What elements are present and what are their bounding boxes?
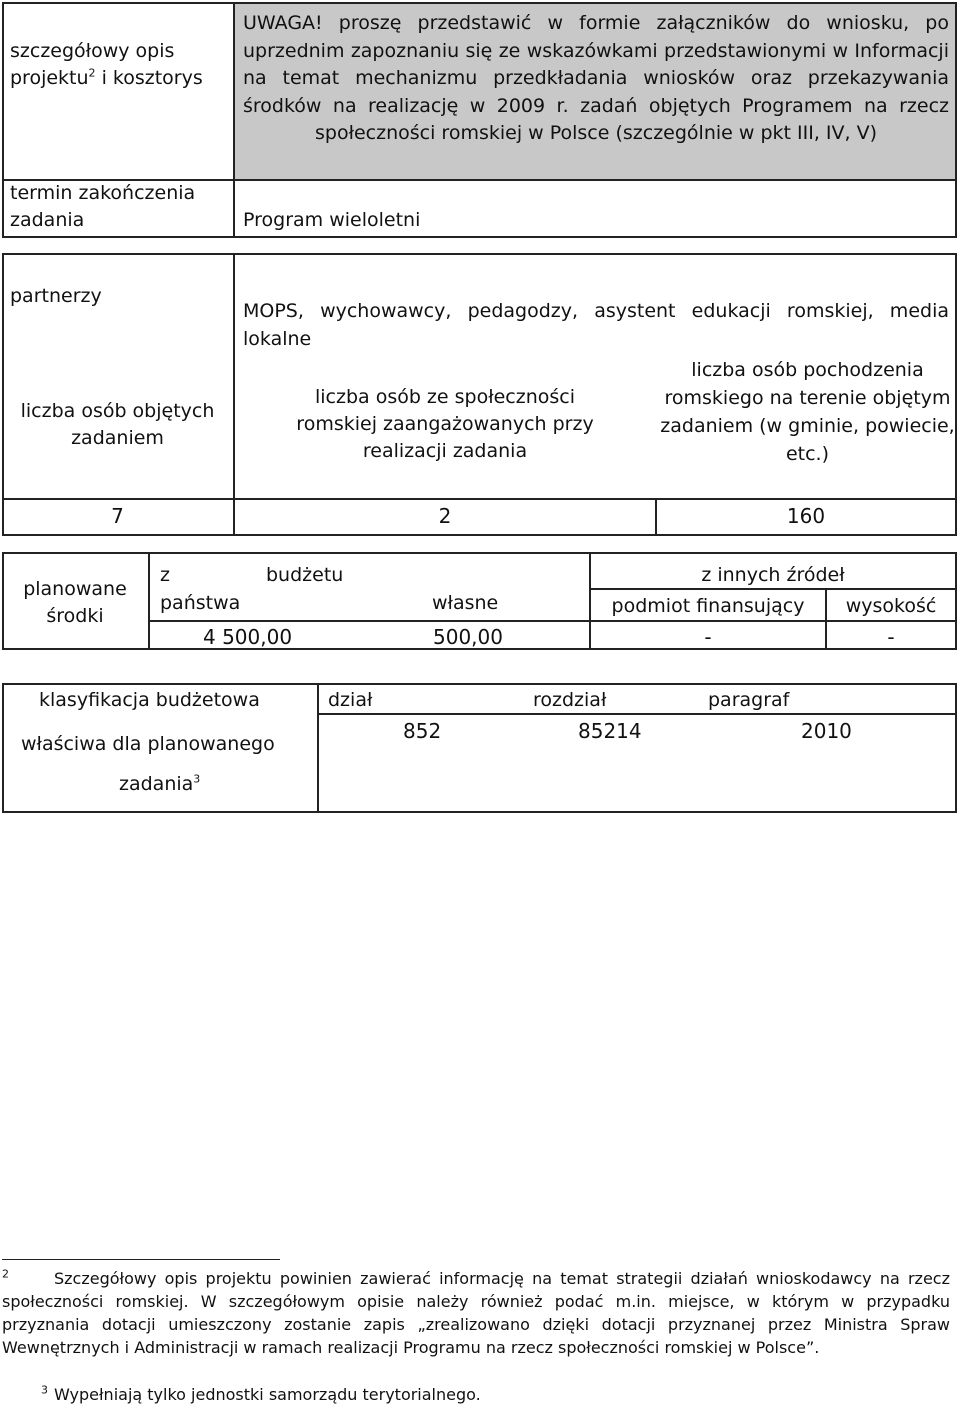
termin-value: Program wieloletni xyxy=(243,209,421,231)
value-liczba-objetych: 7 xyxy=(111,504,124,528)
value-wysokosc: - xyxy=(887,625,895,649)
label-panstwa: państwa xyxy=(160,592,241,614)
partnerzy-value: MOPS, wychowawcy, pedagodzy, asystent edukacji romskiej, media lokalne xyxy=(243,300,949,350)
header-dzial: dział xyxy=(328,689,373,711)
value-dzial: 852 xyxy=(403,719,442,743)
footnote-2-text: Szczegółowy opis projektu powinien zawierać informację na temat strategii działań wnioskodawcy na rzecz społeczności romskiej. W szczegółowym opisie należy również podać m.in. miejsce, w którym w przypadku przyznania dotacji umieszczony zostanie zapis „zrealizowano dzięki dotacji przyznanej przez Ministra Spraw Wewnętrznych i Administracji w ramach realizacji Programu na rzecz społeczności romskiej w Polsce”. xyxy=(2,1269,950,1357)
label-z-innych-zrodel: z innych źródeł xyxy=(701,564,845,586)
label-opis-tail: i kosztorys xyxy=(101,67,203,89)
label-opis-text: szczegółowy opis projektu xyxy=(10,40,175,89)
footnote-3-mark: 3 xyxy=(41,1383,48,1397)
header-rozdzial: rozdział xyxy=(533,689,607,711)
value-paragraf: 2010 xyxy=(801,719,852,743)
footnote-2-mark: 2 xyxy=(2,1267,9,1281)
label-klasyfikacja-line2: właściwa dla planowanego xyxy=(21,733,275,755)
footnote-3 xyxy=(2,1383,950,1406)
label-budzetu: budżetu xyxy=(266,564,344,586)
values-row-top-line xyxy=(2,498,957,500)
value-panstwa: 4 500,00 xyxy=(203,625,293,649)
footnote-ref-3: 3 xyxy=(193,772,201,786)
srodki-values-top-line xyxy=(148,620,957,622)
value-wlasne: 500,00 xyxy=(433,625,503,649)
srodki-divider-label xyxy=(148,552,150,650)
header-spolecznosc-romska: liczba osób ze społeczności romskiej zaangażowanych przy realizacji zadania xyxy=(296,386,594,462)
header-pochodzenie-romskie: liczba osób pochodzenia romskiego na terenie objętym zadaniem (w gminie, powiecie, etc.) xyxy=(660,359,955,465)
value-rozdzial: 85214 xyxy=(578,719,642,743)
label-klasyfikacja-zadania: zadania xyxy=(119,773,194,795)
label-podmiot-finansujacy: podmiot finansujący xyxy=(611,595,805,617)
footnote-3-text: Wypełniają tylko jednostki samorządu terytorialnego. xyxy=(54,1385,481,1404)
label-szczegolowy-opis xyxy=(10,38,230,92)
label-z: z xyxy=(160,564,170,586)
header-paragraf: paragraf xyxy=(708,689,790,711)
klasyfikacja-divider-label xyxy=(317,683,319,813)
value-liczba-pochodzenia: 160 xyxy=(786,504,826,528)
footnote-2 xyxy=(2,1267,950,1359)
label-termin-zakonczenia: termin zakończenia zadania xyxy=(10,182,196,231)
value-podmiot: - xyxy=(704,625,712,649)
label-wlasne: własne xyxy=(432,592,499,614)
label-partnerzy: partnerzy xyxy=(10,285,102,307)
uwaga-notice: UWAGA! proszę przedstawić w formie załączników do wniosku, po uprzednim zapoznaniu się ze wskazówkami przedstawionymi w Informacji na temat mechanizmu przedkładania wniosków oraz przekazywania środków na realizację w 2009 r. zadań objętych Programem na rzecz społeczności romskiej w Polsce (szczególnie w pkt III, IV, V) xyxy=(243,12,949,144)
label-klasyfikacja-line1: klasyfikacja budżetowa xyxy=(39,689,260,711)
label-klasyfikacja-line3 xyxy=(119,771,200,798)
label-liczba-osob-objetych: liczba osób objętych zadaniem xyxy=(20,400,215,449)
opis-divider-vertical xyxy=(233,2,235,238)
footnote-separator xyxy=(2,1259,280,1260)
label-planowane-srodki: planowane środki xyxy=(23,578,127,627)
value-liczba-zaangazowanych: 2 xyxy=(438,504,452,528)
label-wysokosc: wysokość xyxy=(845,595,937,617)
klasyfikacja-header-underline xyxy=(317,713,957,715)
partnerzy-divider-vertical xyxy=(233,253,235,499)
footnote-ref-2: 2 xyxy=(88,66,96,80)
